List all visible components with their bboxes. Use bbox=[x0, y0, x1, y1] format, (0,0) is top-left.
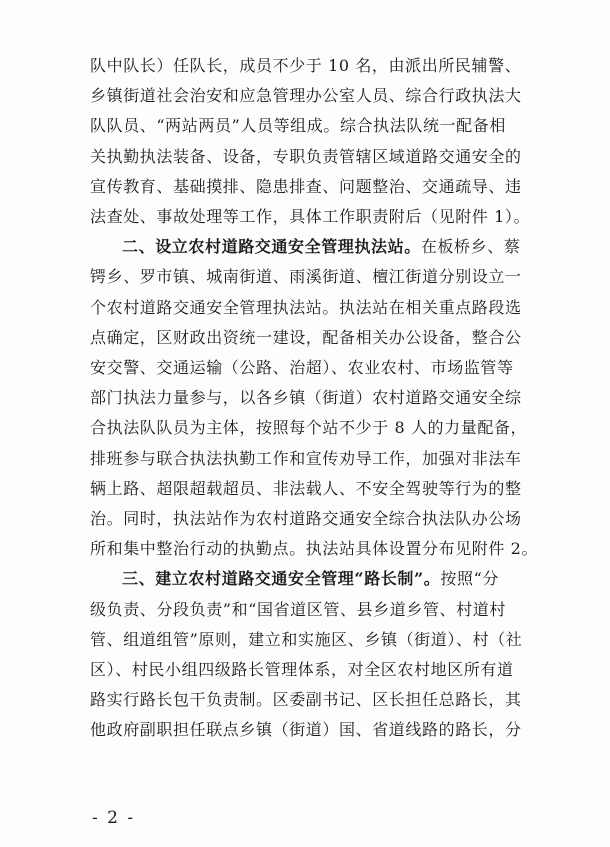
body-line: 部门执法力量参与，以各乡镇（街道）农村道路交通安全综 bbox=[90, 388, 522, 408]
body-line: 管、组道组管”原则，建立和实施区、乡镇（街道）、村（社 bbox=[90, 629, 523, 649]
body-line: 乡镇街道社会治安和应急管理办公室人员、综合行政执法大 bbox=[90, 86, 522, 106]
body-line: 安交警、交通运输（公路、治超）、农业农村、市场监管等 bbox=[90, 358, 514, 377]
page-number: - 2 - bbox=[92, 808, 136, 828]
body-line: 关执勤执法装备、设备，专职负责管辖区域道路交通安全的 bbox=[90, 146, 522, 166]
section-heading: 三、建立农村道路交通安全管理“路长制”。 bbox=[122, 569, 441, 589]
body-line: 治。同时，执法站作为农村道路交通安全综合执法队办公场 bbox=[90, 509, 522, 528]
body-line: 队队员、“两站两员”人员等组成。综合执法队统一配备相 bbox=[90, 116, 506, 136]
body-line: 区）、村民小组四级路长管理体系，对全区农村地区所有道 bbox=[90, 660, 514, 679]
body-line: 队中队长）任队长，成员不少于 10 名，由派出所民辅警、 bbox=[90, 56, 522, 75]
body-line: 他政府副职担任联点乡镇（街道）国、省道线路的路长，分 bbox=[90, 720, 522, 740]
section-heading: 二、设立农村道路交通安全管理执法站。 bbox=[122, 237, 421, 257]
body-line: 锷乡、罗市镇、城南街道、雨溪街道、檀江街道分别设立一 bbox=[90, 267, 522, 287]
body-line: 路实行路长包干负责制。区委副书记、区长担任总路长，其 bbox=[90, 690, 522, 710]
body-line: 合执法队队员为主体，按照每个站不少于 8 人的力量配备， bbox=[90, 418, 528, 438]
body-line: 级负责、分段负责”和“国省道区管、县乡道乡管、村道村 bbox=[90, 599, 506, 619]
body-line: 排班参与联合执法执勤工作和宣传劝导工作，加强对非法车 bbox=[90, 448, 522, 468]
body-text: 按照“分 bbox=[440, 569, 500, 589]
body-line: 宣传教育、基础摸排、隐患排查、问题整治、交通疏导、违 bbox=[90, 176, 522, 196]
section-heading-line bbox=[122, 238, 520, 256]
body-line: 法查处、事故处理等工作，具体工作职责附后（见附件 1）。 bbox=[90, 207, 531, 226]
section-heading-line bbox=[122, 570, 499, 588]
body-line: 所和集中整治行动的执勤点。执法站具体设置分布见附件 2。 bbox=[90, 539, 539, 559]
body-text: 在板桥乡、蔡 bbox=[420, 237, 521, 257]
body-line: 点确定，区财政出资统一建设，配备相关办公设备，整合公 bbox=[90, 327, 522, 347]
body-line: 辆上路、超限超载超员、非法载人、不安全驾驶等行为的整 bbox=[90, 478, 522, 498]
body-line: 个农村道路交通安全管理执法站。执法站在相关重点路段选 bbox=[90, 297, 522, 317]
